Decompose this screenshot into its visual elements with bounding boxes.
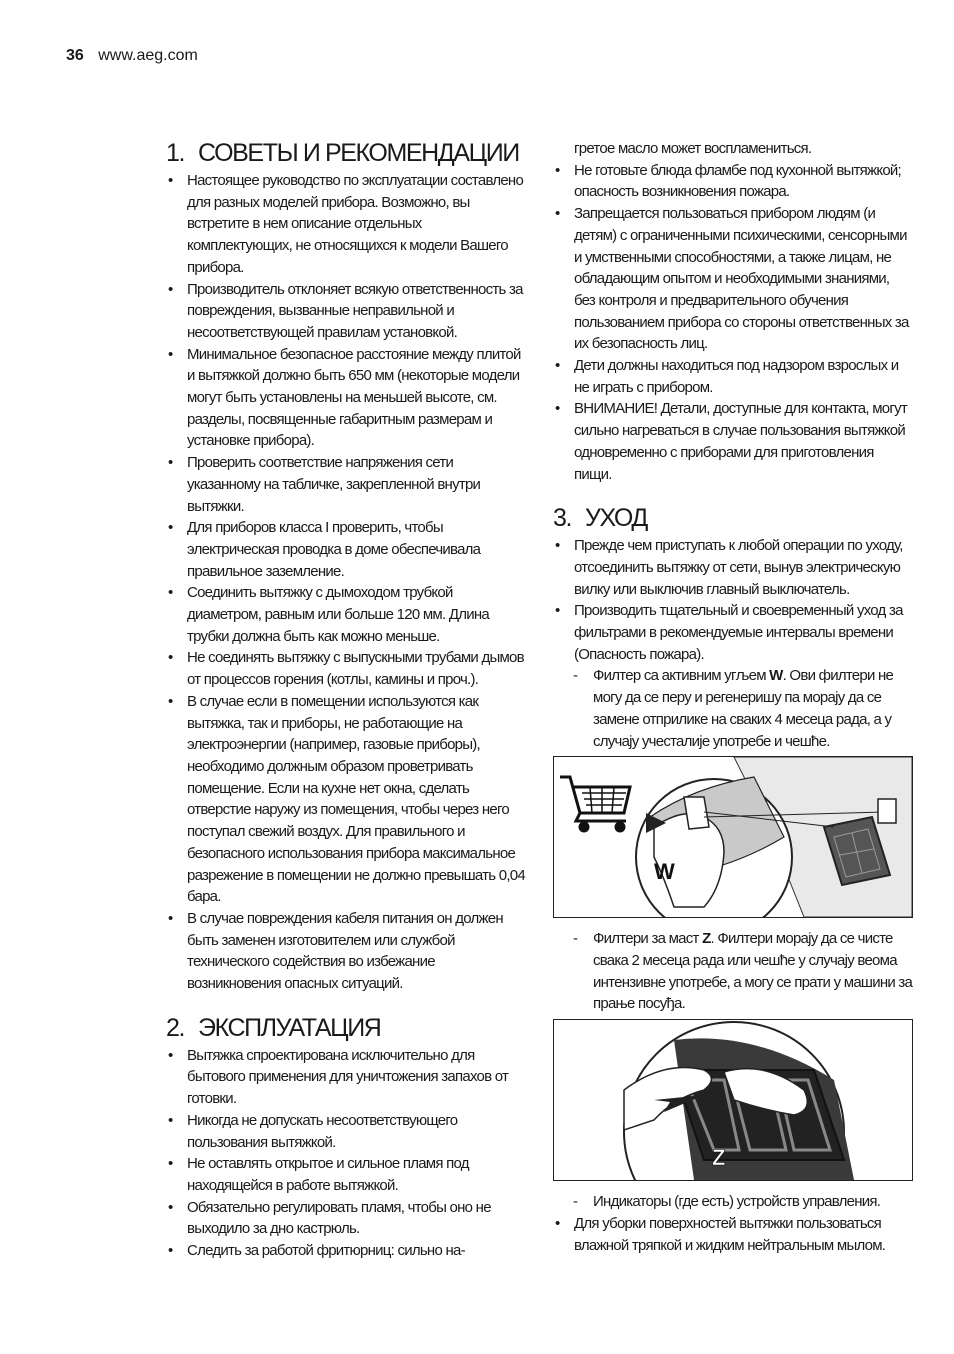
list-item: • Соединить вытяжку с дымоходом трубкой диаметром, равным или больше 120 мм. Длина трубки должна быть как можно меньше.: [166, 582, 526, 647]
list-item: • Никогда не допускать несоответствующего пользования вытяжкой.: [166, 1110, 526, 1153]
section-1-heading: 1. СОВЕТЫ И РЕКОМЕНДАЦИИ: [166, 139, 519, 167]
right-column: [553, 138, 913, 1256]
list-item: • Обязательно регулировать пламя, чтобы оно не выходило за дно кастрюль.: [166, 1197, 526, 1240]
list-item: • В случае повреждения кабеля питания он должен быть заменен изготовителем или службой технического содействия во избежание возникновения опасных ситуаций.: [166, 908, 526, 995]
list-item: • Проверить соответствие напряжения сети указанному на табличке, закрепленной внутри вытяжки.: [166, 452, 526, 517]
figure-carbon-filter: [553, 756, 913, 918]
list-item: • Для уборки поверхностей вытяжки пользоваться влажной тряпкой и жидким нейтральным мылом.: [553, 1213, 913, 1256]
section-2-title: ЭКСПЛУАТАЦИЯ: [198, 1013, 381, 1042]
section-1-title: СОВЕТЫ И РЕКОМЕНДАЦИИ: [198, 139, 519, 167]
figure-w-label: W: [654, 859, 675, 885]
sub-item-carbon-filter: - Филтер са активним угљем W. Ови филтери не могу да се перу и регенеришу па морају да се замене отприлике на сваких 4 месеца рада, а у случају учесталије употребе и чешће.: [553, 665, 913, 752]
filter-z-key: Z: [702, 930, 711, 948]
section-3-list-end: [553, 1213, 913, 1256]
sub-item-grease-filter: - Филтери за маст Z. Филтери морају да се чисте свака 2 месеца рада или чешће у случају веома интензивне употребе, а могу се прати у машини за прање посуђа.: [553, 928, 913, 1015]
website-url: www.aeg.com: [98, 47, 198, 64]
section-3-heading: 3. УХОД: [553, 504, 647, 533]
section-2-list: [166, 1045, 526, 1262]
list-item: • ВНИМАНИЕ! Детали, доступные для контакта, могут сильно нагреваться в случае пользования вытяжкой одновременно с приборами для приготовления пищи.: [553, 398, 913, 485]
list-item: • Минимальное безопасное расстояние между плитой и вытяжкой должно быть 650 мм (некоторые модели могут быть установлены на меньшей высоте, см. разделы, посвященные габаритным размерам и установке прибора).: [166, 344, 526, 453]
section-3-list: [553, 535, 913, 665]
list-item: • Следить за работой фритюрниц: сильно на-: [166, 1240, 526, 1262]
section-3-title: УХОД: [585, 504, 647, 533]
left-column: [166, 138, 526, 1262]
filter-w-key: W: [769, 667, 783, 685]
section-1-list: [166, 170, 526, 995]
list-item: • Настоящее руководство по эксплуатации составлено для разных моделей прибора. Возможно, вы встретите в нем описание отдельных комплектующих, не относящихся к модели Вашего прибора.: [166, 170, 526, 279]
list-item: • Производитель отклоняет всякую ответственность за повреждения, вызванные неправильной и несоответствующей правилам установкой.: [166, 279, 526, 344]
list-item: • Производить тщательный и своевременный уход за фильтрами в рекомендуемые интервалы времени (Опасность пожара).: [553, 600, 913, 665]
section-2-list-continued: [553, 138, 913, 485]
figure-grease-filter: [553, 1019, 913, 1181]
list-item-continuation: гретое масло может воспламениться.: [574, 140, 812, 157]
list-item: • Дети должны находиться под надзором взрослых и не играть с прибором.: [553, 355, 913, 398]
list-item: • Запрещается пользоваться прибором людям (и детям) с ограниченными психическими, сенсорными и умственными способностями, а также лицам, не обладающим опытом и необходимыми знаниями, без контроля и предварительного обучения пользованием прибора со стороны ответственных за их безопасность лиц.: [553, 203, 913, 355]
list-item: • Вытяжка спроектирована исключительно для бытового применения для уничтожения запахов от готовки.: [166, 1045, 526, 1110]
list-item: • Не оставлять открытое и сильное пламя под находящейся в работе вытяжкой.: [166, 1153, 526, 1196]
figure-z-label: Z: [712, 1145, 726, 1171]
page-number: 36: [66, 47, 84, 64]
list-item: • Не соединять вытяжку с выпускными трубами дымов от процессов горения (котлы, камины и проч.).: [166, 647, 526, 690]
list-item: • Для приборов класса I проверить, чтобы электрическая проводка в доме обеспечивала правильное заземление.: [166, 517, 526, 582]
page-header: [66, 47, 198, 65]
list-item: • Прежде чем приступать к любой операции по уходу, отсоединить вытяжку от сети, вынув электрическую вилку или выключив главный выключатель.: [553, 535, 913, 600]
sub-item-indicators: - Индикаторы (где есть) устройств управления.: [553, 1191, 913, 1213]
section-2-heading: 2. ЭКСПЛУАТАЦИЯ: [166, 1013, 381, 1042]
list-item: • Не готовьте блюда фламбе под кухонной вытяжкой; опасность возникновения пожара.: [553, 160, 913, 203]
list-item: • В случае если в помещении используются как вытяжка, так и приборы, не работающие на электроэнергии (например, газовые приборы), необходимо должным образом проветривать помещение. Если на кухне нет окна, сделать отверстие наружу из помещения, чтобы через него поступал свежий воздух. Для правильного и безопасного использования прибора максимальное разрежение в помещении не должно превышать 0,04 бара.: [166, 691, 526, 908]
